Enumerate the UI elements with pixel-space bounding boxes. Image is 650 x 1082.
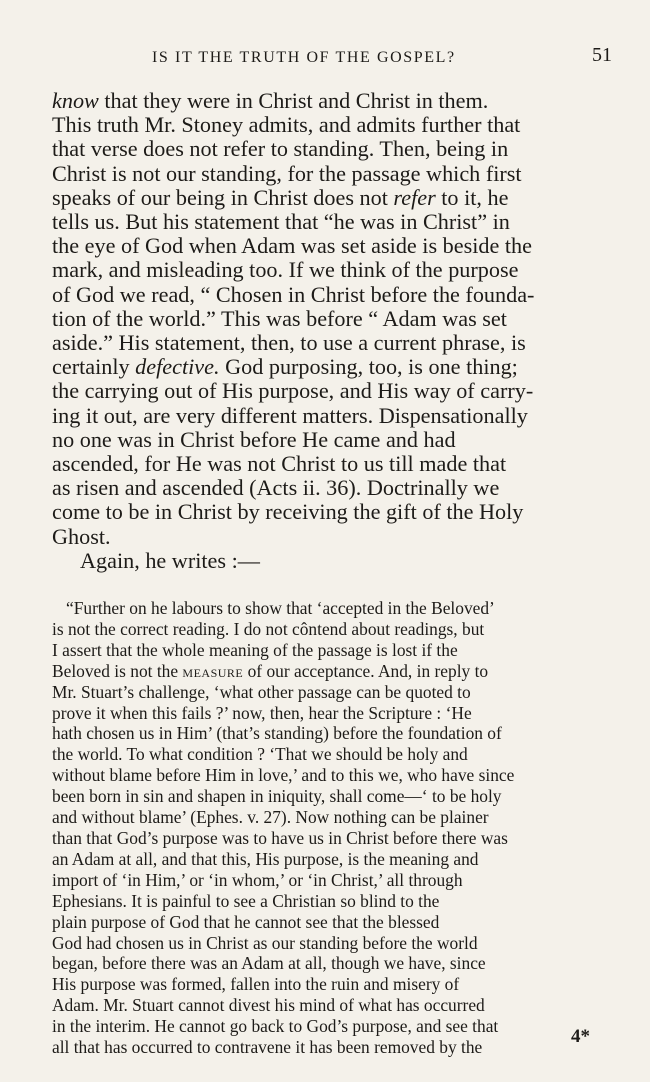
- quote-line: [52, 661, 608, 682]
- quote-line: Adam. Mr. Stuart cannot divest his mind of what has occurred: [52, 995, 485, 1016]
- text-line: ing it out, are very different matters. Dispensationally: [52, 402, 528, 428]
- quote-line: prove it when this fails ?’ now, then, hear the Scripture : ‘He: [52, 702, 472, 723]
- text-line: [52, 355, 608, 379]
- quote-line: “Further on he labours to show that ‘accepted in the Beloved’: [66, 598, 495, 618]
- small-caps-word: measure: [182, 660, 244, 681]
- text-line: that verse does not refer to standing. Then, being in: [52, 136, 509, 162]
- text-line: This truth Mr. Stoney admits, and admits further that: [52, 112, 521, 138]
- text-line: Ghost.: [52, 523, 111, 549]
- block-quote: [52, 598, 608, 1058]
- page-number: 51: [592, 44, 612, 66]
- quote-line: hath chosen us in Him’ (that’s standing) before the foundation of: [52, 723, 502, 744]
- quote-line: Ephesians. It is painful to see a Christian so blind to the: [52, 890, 440, 911]
- quote-line: an Adam at all, and that this, His purpose, is the meaning and: [52, 848, 479, 869]
- running-head: IS IT THE TRUTH OF THE GOSPEL?: [152, 49, 456, 66]
- text-line: Again, he writes :—: [80, 547, 260, 573]
- main-text: [52, 89, 608, 573]
- quote-line: His purpose was formed, fallen into the ruin and misery of: [52, 974, 460, 995]
- text-line: as risen and ascended (Acts ii. 36). Doctrinally we: [52, 475, 500, 501]
- quote-line: import of ‘in Him,’ or ‘in whom,’ or ‘in Christ,’ all through: [52, 869, 463, 890]
- italic-word: defective.: [135, 354, 220, 380]
- text-run: of our acceptance. And, in reply to: [243, 660, 489, 681]
- text-line: aside.” His statement, then, to use a current phrase, is: [52, 330, 526, 356]
- quote-line: all that has occurred to contravene it has been removed by the: [52, 1037, 483, 1058]
- quote-line: God had chosen us in Christ as our standing before the world: [52, 932, 478, 953]
- quote-line: I assert that the whole meaning of the passage is lost if the: [52, 639, 458, 660]
- quote-line: is not the correct reading. I do not côntend about readings, but: [52, 618, 485, 639]
- text-line: the eye of God when Adam was set aside is beside the: [52, 233, 532, 259]
- quote-line: Mr. Stuart’s challenge, ‘what other passage can be quoted to: [52, 681, 471, 702]
- text-line: ascended, for He was not Christ to us till made that: [52, 451, 507, 477]
- text-line: mark, and misleading too. If we think of the purpose: [52, 257, 519, 283]
- text-line: [52, 89, 608, 113]
- quote-line: plain purpose of God that he cannot see that the blessed: [52, 911, 440, 932]
- text-line: Christ is not our standing, for the passage which first: [52, 160, 522, 186]
- italic-word: refer: [393, 184, 436, 210]
- text-line: the carrying out of His purpose, and His way of carry-: [52, 378, 534, 404]
- text-line: come to be in Christ by receiving the gift of the Holy: [52, 499, 524, 525]
- text-run: Beloved is not the: [52, 660, 183, 681]
- text-run: to it, he: [435, 184, 509, 210]
- quote-line: in the interim. He cannot go back to God’s purpose, and see that: [52, 1016, 499, 1037]
- italic-word: know: [52, 88, 99, 113]
- text-run: speaks of our being in Christ does not: [52, 184, 394, 210]
- text-run: certainly: [52, 354, 136, 380]
- text-run: God purposing, too, is one thing;: [219, 354, 518, 380]
- quote-line: than that God’s purpose was to have us in Christ before there was: [52, 827, 508, 848]
- text-line: of God we read, “ Chosen in Christ before the founda-: [52, 281, 535, 307]
- quote-line: been born in sin and shapen in iniquity, shall come—‘ to be holy: [52, 786, 502, 807]
- quote-line: and without blame’ (Ephes. v. 27). Now nothing can be plainer: [52, 807, 489, 828]
- signature-mark: 4*: [571, 1026, 590, 1047]
- text-line: no one was in Christ before He came and had: [52, 426, 456, 452]
- text-run: that they were in Christ and Christ in them.: [98, 88, 489, 113]
- quote-line: the world. To what condition ? ‘That we should be holy and: [52, 744, 468, 765]
- quote-line: began, before there was an Adam at all, though we have, since: [52, 953, 486, 974]
- text-line: tion of the world.” This was before “ Adam was set: [52, 305, 507, 331]
- quote-line: without blame before Him in love,’ and to this we, who have since: [52, 765, 515, 786]
- page-header: [52, 42, 630, 70]
- text-line: tells us. But his statement that “he was in Christ” in: [52, 209, 510, 235]
- text-line: [52, 186, 608, 210]
